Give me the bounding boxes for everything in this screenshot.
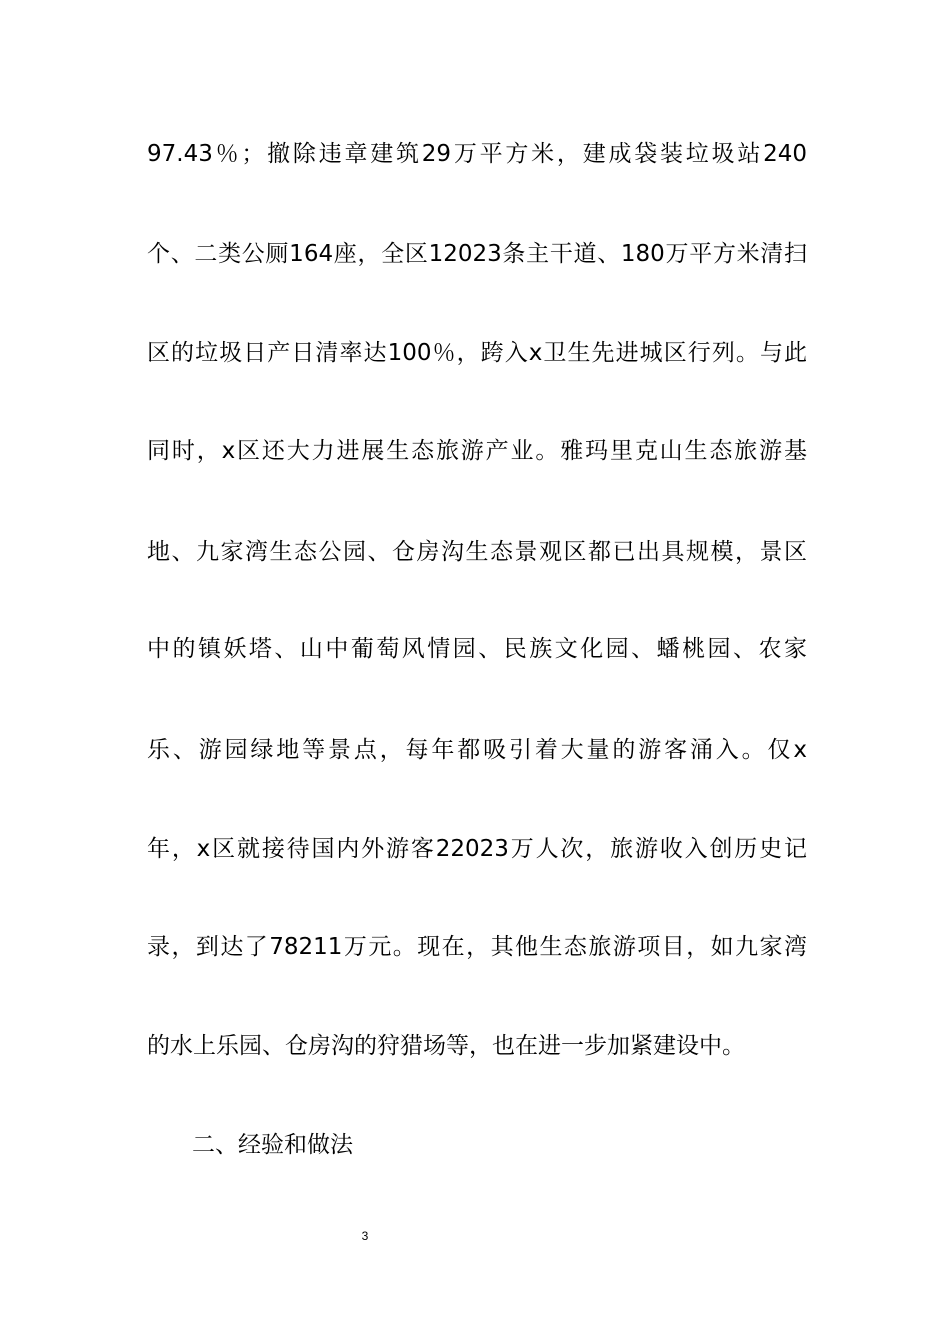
paragraph-line: 区的垃圾日产日清率达100％，跨入x卫生先进城区行列。与此 — [147, 340, 807, 366]
paragraph-line: 地、九家湾生态公园、仓房沟生态景观区都已出具规模，景区 — [147, 539, 807, 565]
section-heading: 二、经验和做法 — [192, 1132, 353, 1158]
paragraph-line: 乐、游园绿地等景点，每年都吸引着大量的游客涌入。仅x — [147, 737, 807, 763]
paragraph-line: 录，到达了78211万元。现在，其他生态旅游项目，如九家湾 — [147, 934, 807, 960]
paragraph-line: 个、二类公厕164座，全区12023条主干道、180万平方米清扫 — [147, 241, 807, 267]
page-number: 3 — [361, 1229, 369, 1243]
paragraph-line: 的水上乐园、仓房沟的狩猎场等，也在进一步加紧建设中。 — [147, 1033, 745, 1059]
paragraph-line: 中的镇妖塔、山中葡萄风情园、民族文化园、蟠桃园、农家 — [147, 636, 807, 662]
paragraph-line: 年，x区就接待国内外游客22023万人次，旅游收入创历史记 — [147, 836, 807, 862]
paragraph-line: 97.43％；撤除违章建筑29万平方米，建成袋装垃圾站240 — [147, 141, 807, 167]
paragraph-line: 同时，x区还大力进展生态旅游产业。雅玛里克山生态旅游基 — [147, 438, 807, 464]
